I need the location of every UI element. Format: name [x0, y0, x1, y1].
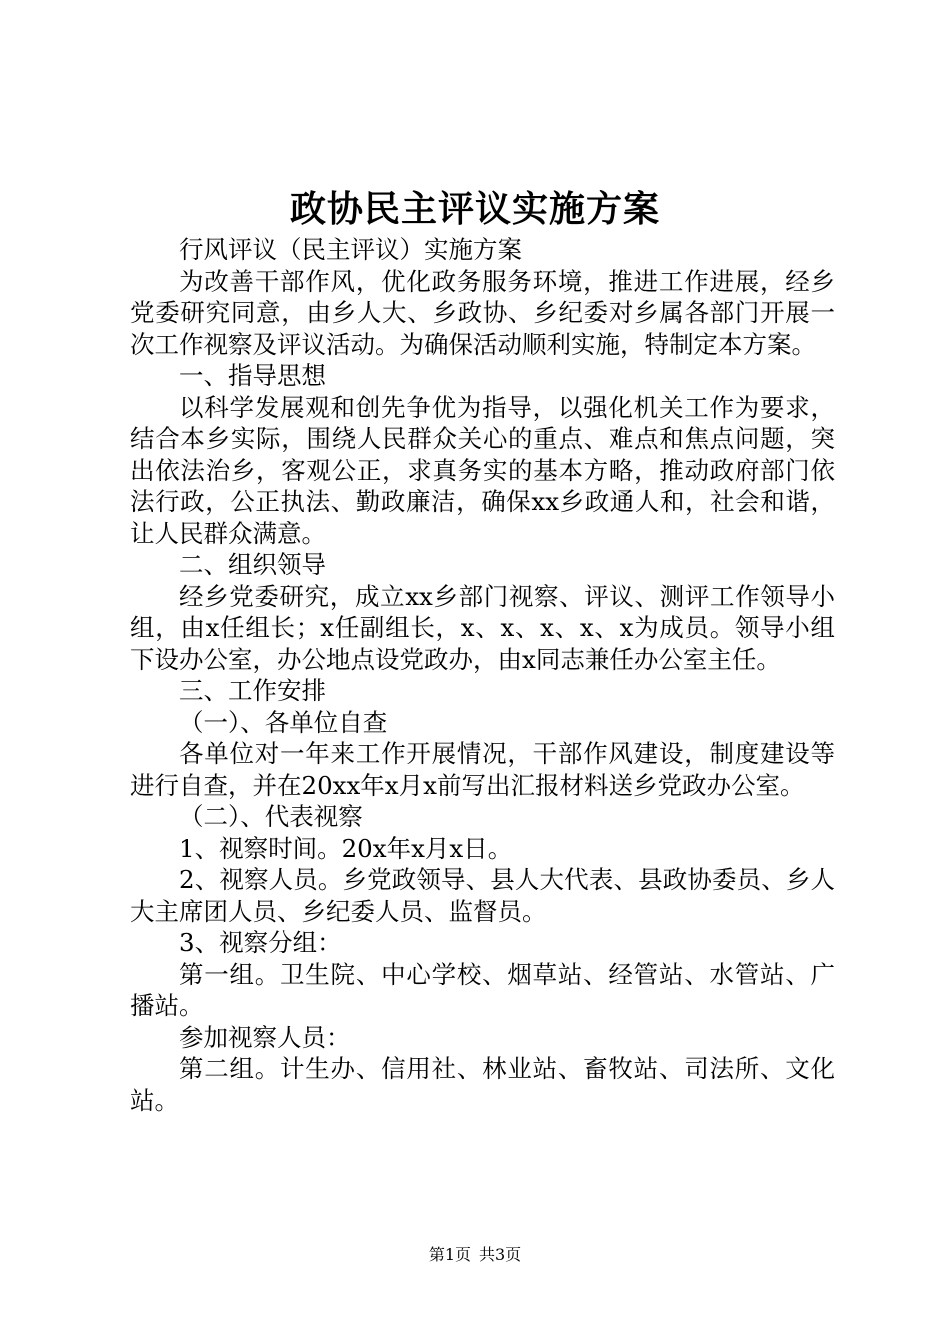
page-total: 共3页 [479, 1245, 522, 1264]
page-footer [0, 1243, 950, 1267]
subsection-heading-inspection: （二）、代表视察 [179, 802, 363, 831]
subsection-heading-self-check: （一）、各单位自查 [179, 707, 388, 737]
paragraph-inspection-time: 1、视察时间。20x年x月x日。 [179, 833, 513, 863]
document-body [130, 234, 835, 1116]
paragraph-inspection-groups: 3、视察分组： [179, 928, 342, 957]
paragraph-group-two: 第二组。计生办、信用社、林业站、畜牧站、司法所、文化站。 [130, 1054, 835, 1115]
paragraph-participants: 参加视察人员： [179, 1022, 351, 1052]
document-title: 政协民主评议实施方案 [289, 188, 660, 230]
paragraph-intro: 为改善干部作风，优化政务服务环境，推进工作进展，经乡党委研究同意，由乡人大、乡政协、乡纪委对乡属各部门开展一次工作视察及评议活动。为确保活动顺利实施，特制定本方案。 [130, 266, 835, 359]
section-heading-work-arrangement: 三、工作安排 [179, 676, 326, 705]
paragraph-subtitle: 行风评议（民主评议）实施方案 [179, 235, 522, 264]
page-number: 第1页 [428, 1245, 471, 1264]
paragraph-self-check: 各单位对一年来工作开展情况，干部作风建设，制度建设等进行自查，并在20xx年x月x前写出汇报材料送乡党政办公室。 [130, 739, 835, 800]
paragraph-guiding-thought: 以科学发展观和创先争优为指导，以强化机关工作为要求，结合本乡实际，围绕人民群众关心的重点、难点和焦点问题，突出依法治乡，客观公正，求真务实的基本方略，推动政府部门依法行政，公正执法、勤政廉洁，确保xx乡政通人和，社会和谐，让人民群众满意。 [130, 392, 835, 548]
section-heading-organization: 二、组织领导 [179, 550, 326, 579]
paragraph-organization: 经乡党委研究，成立xx乡部门视察、评议、测评工作领导小组，由x任组长；x任副组长，x、x、x、x、x为成员。领导小组下设办公室，办公地点设党政办，由x同志兼任办公室主任。 [130, 581, 835, 674]
paragraph-group-one: 第一组。卫生院、中心学校、烟草站、经管站、水管站、广播站。 [130, 959, 835, 1020]
paragraph-inspection-personnel: 2、视察人员。乡党政领导、县人大代表、县政协委员、乡人大主席团人员、乡纪委人员、监督员。 [130, 865, 835, 926]
section-heading-guiding-thought: 一、指导思想 [179, 361, 326, 390]
